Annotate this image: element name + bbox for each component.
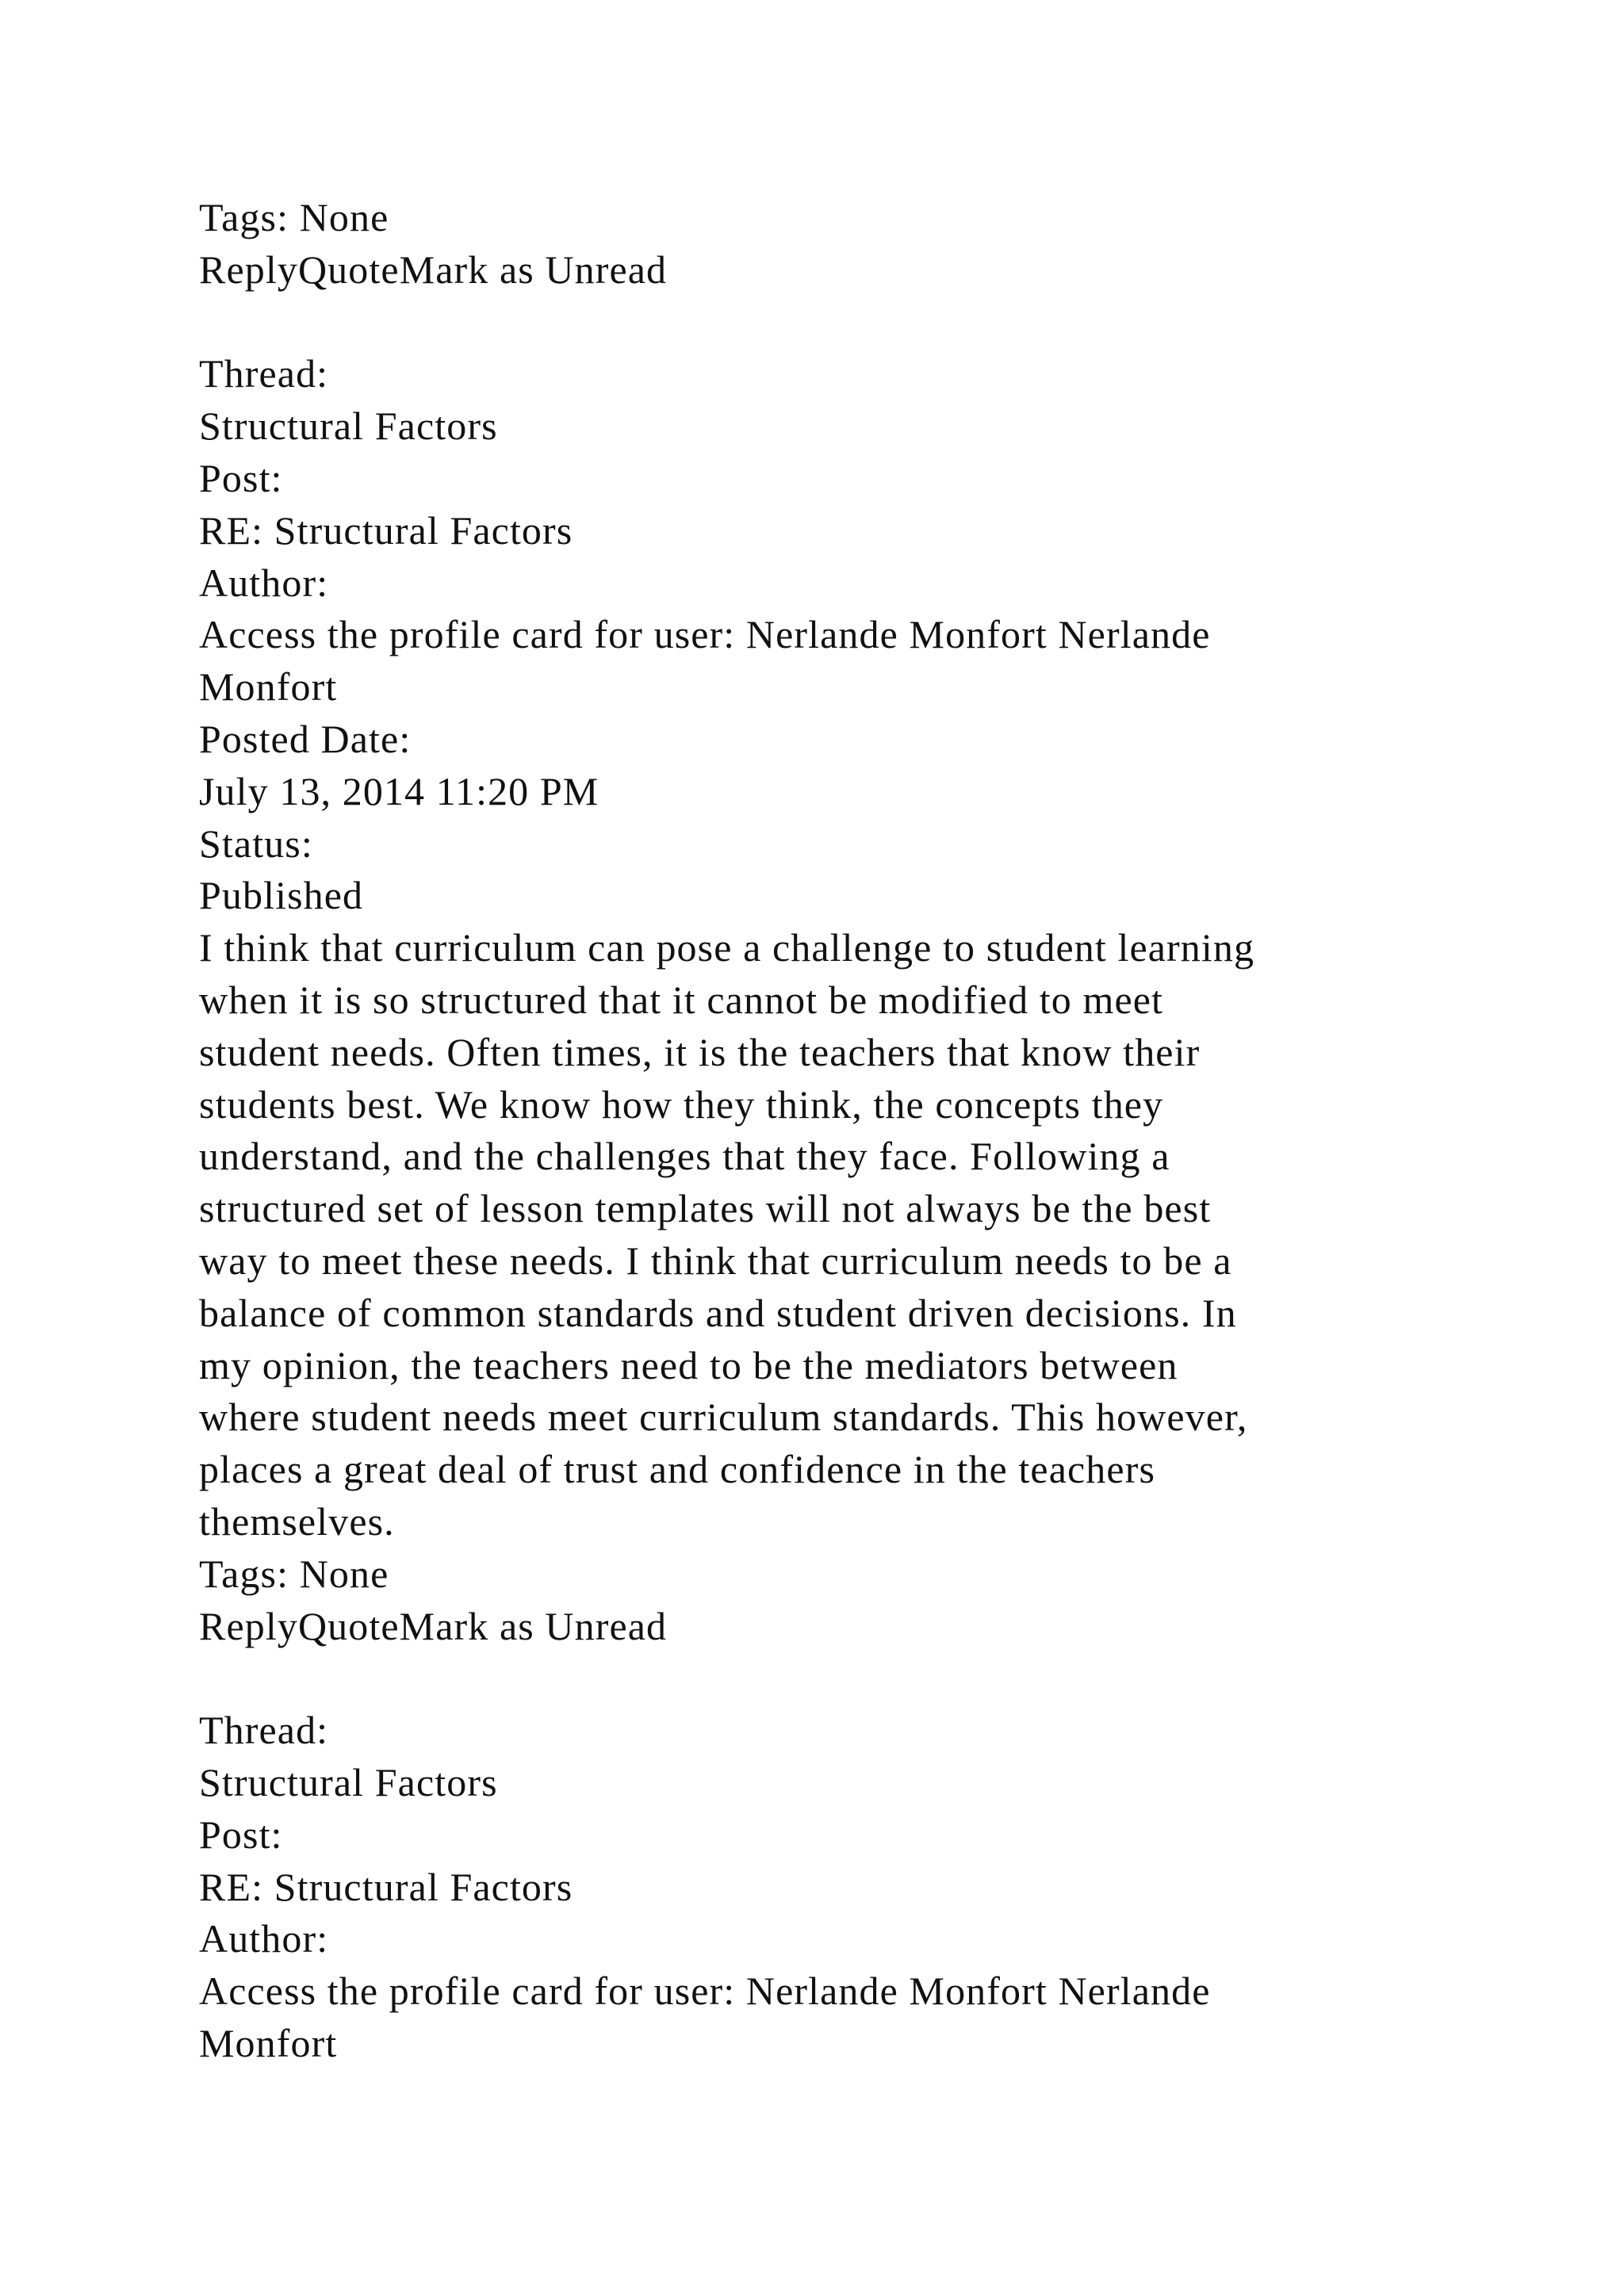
thread-label: Thread:: [199, 1708, 329, 1753]
post-value: RE: Structural Factors: [199, 507, 573, 553]
post-body-line: understand, and the challenges that they face. Following a: [199, 1134, 1170, 1179]
post-body-line: students best. We know how they think, the concepts they: [199, 1081, 1164, 1127]
reply-link[interactable]: Reply: [199, 1603, 298, 1648]
post-body-line: when it is so structured that it cannot be modified to meet: [199, 977, 1164, 1022]
author-profile-link[interactable]: Access the profile card for user: Nerlande Monfort Nerlande: [199, 612, 1211, 657]
quote-link[interactable]: Quote: [297, 1603, 400, 1648]
posted-date-label: Posted Date:: [199, 716, 412, 761]
post-body-line: themselves.: [199, 1498, 395, 1544]
posted-date-value: July 13, 2014 11:20 PM: [199, 768, 599, 813]
post-actions: [199, 244, 1436, 297]
post-body-line: where student needs meet curriculum standards. This however,: [199, 1395, 1248, 1440]
post-body-line: I think that curriculum can pose a challenge to student learning: [199, 925, 1255, 970]
post-body-line: places a great deal of trust and confidence in the teachers: [199, 1447, 1156, 1492]
author-profile-link-cont[interactable]: Monfort: [199, 2020, 338, 2065]
tags-line: Tags: None: [199, 195, 389, 239]
author-profile-link[interactable]: Access the profile card for user: Nerlande Monfort Nerlande: [199, 1969, 1211, 2014]
status-label: Status:: [199, 821, 313, 866]
status-value: Published: [199, 873, 364, 918]
reply-link[interactable]: Reply: [199, 247, 298, 292]
author-label: Author:: [199, 1916, 329, 1961]
post-body-line: structured set of lesson templates will not always be the best: [199, 1186, 1212, 1231]
post-body: [199, 922, 1436, 1548]
tags-line: Tags: None: [199, 1551, 389, 1596]
thread-value: Structural Factors: [199, 404, 498, 449]
post-body-line: student needs. Often times, it is the teachers that know their: [199, 1029, 1201, 1074]
mark-unread-link[interactable]: Mark as Unread: [399, 1603, 668, 1648]
author-profile-link-cont[interactable]: Monfort: [199, 664, 338, 710]
spacer: [199, 1652, 1436, 1705]
post-value: RE: Structural Factors: [199, 1864, 573, 1909]
mark-unread-link[interactable]: Mark as Unread: [399, 247, 668, 292]
post-label: Post:: [199, 455, 283, 500]
thread-label: Thread:: [199, 351, 329, 396]
post-actions: [199, 1601, 1436, 1653]
post-label: Post:: [199, 1812, 283, 1857]
post-body-line: way to meet these needs. I think that curriculum needs to be a: [199, 1238, 1232, 1283]
post-body-line: balance of common standards and student driven decisions. In: [199, 1290, 1237, 1335]
author-label: Author:: [199, 560, 329, 605]
post-body-line: my opinion, the teachers need to be the mediators between: [199, 1342, 1178, 1387]
spacer: [199, 297, 1436, 349]
thread-value: Structural Factors: [199, 1759, 498, 1804]
quote-link[interactable]: Quote: [297, 247, 400, 292]
document-page: [199, 192, 1436, 2070]
